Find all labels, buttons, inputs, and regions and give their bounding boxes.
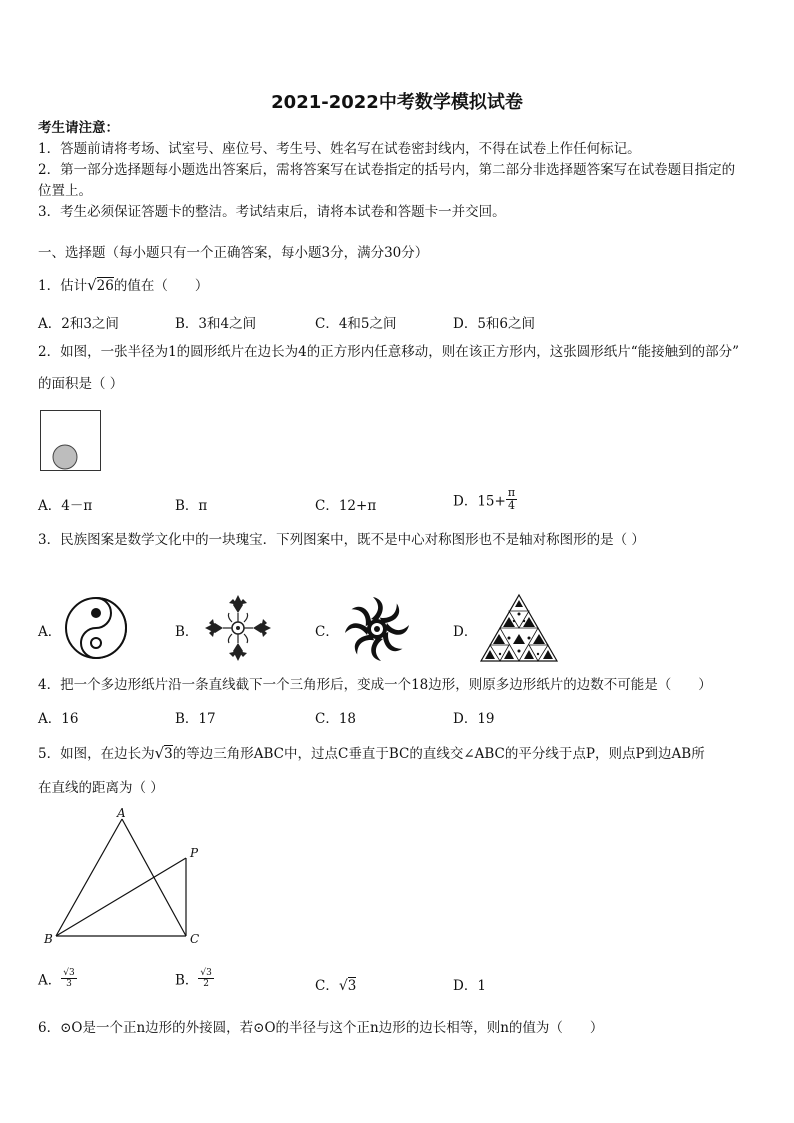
point-p-label: P: [190, 846, 199, 860]
q1-option-c: C．4和5之间: [315, 316, 397, 332]
notice-heading: 考生请注意：: [38, 120, 119, 136]
floral-cross-pattern: [203, 593, 273, 663]
point-c-label: C: [190, 932, 200, 946]
q4-option-b: B．17: [175, 711, 216, 727]
question-1: [38, 275, 208, 296]
question-3: 3．民族图案是数学文化中的一块瑰宝．下列图案中，既不是中心对称图形也不是轴对称图形的是（ ）: [38, 532, 645, 548]
q3-label-b: B．: [175, 624, 199, 640]
square-circle-figure: [40, 410, 102, 472]
q5-option-d: D．1: [453, 978, 486, 994]
q4-option-d: D．19: [453, 711, 495, 727]
q1-pre: 1．估计: [38, 278, 88, 294]
question-4: 4．把一个多边形纸片沿一条直线截下一个三角形后，变成一个18边形，则原多边形纸片的边数不可能是（ ）: [38, 677, 712, 693]
q3-label-c: C．: [315, 624, 339, 640]
question-6: 6．⊙O是一个正n边形的外接圆，若⊙O的半径与这个正n边形的边长相等，则n的值为（ ）: [38, 1020, 604, 1036]
notice-line: 位置上。: [38, 183, 92, 199]
sierpinski-triangle-pattern: [480, 594, 558, 662]
q1-option-b: B．3和4之间: [175, 316, 257, 332]
sqrt-26: √26: [87, 276, 114, 294]
q3-label-a: A．: [38, 624, 62, 640]
notice-line: 2．第一部分选择题每小题选出答案后，需将答案写在试卷指定的括号内，第二部分非选择题答案写在试卷题目指定的: [38, 162, 736, 178]
q2-option-d: D．15+ $\frac{\pi}{4}$: [453, 486, 516, 512]
q1-option-d: D．5和6之间: [453, 316, 536, 332]
page-title: 2021-2022中考数学模拟试卷: [271, 92, 523, 113]
q2-option-c: C．12+π: [315, 498, 377, 514]
yin-yang-pattern: [64, 596, 128, 660]
point-a-label: A: [117, 806, 126, 820]
q3-label-d: D．: [453, 624, 478, 640]
notice-line: 1．答题前请将考场、试室号、座位号、考生号、姓名写在试卷密封线内，不得在试卷上作任何标记。: [38, 141, 641, 157]
q5-option-b: B． $\frac{√3}{2}$: [175, 968, 212, 989]
q4-option-c: C．18: [315, 711, 357, 727]
q2-option-b: B．π: [175, 498, 208, 514]
point-b-label: B: [44, 932, 53, 946]
section-heading: 一、选择题（每小题只有一个正确答案，每小题3分，满分30分）: [38, 245, 429, 261]
question-5-line1: 5．如图，在边长为√3的等边三角形ABC中，过点C垂直于BC的直线交∠ABC的平分线于点P，则点P到边AB所: [38, 744, 705, 762]
q1-option-a: A．2和3之间: [38, 316, 119, 332]
pinwheel-flower-pattern: [342, 594, 412, 664]
q2-option-a: A．4－π: [38, 498, 93, 514]
notice-line: 3．考生必须保证答题卡的整洁。考试结束后，请将本试卷和答题卡一并交回。: [38, 204, 506, 220]
q4-option-a: A．16: [38, 711, 79, 727]
q5-option-c: C．√3: [315, 978, 357, 994]
q1-post: 的值在（ ）: [113, 278, 209, 294]
triangle-abc-figure: [40, 805, 210, 950]
question-5-line2: 在直线的距离为（ ）: [38, 780, 164, 796]
q5-option-a: A． $\frac{√3}{3}$: [38, 968, 75, 989]
question-2-line2: 的面积是（ ）: [38, 376, 124, 392]
question-2-line1: 2．如图，一张半径为1的圆形纸片在边长为4的正方形内任意移动，则在该正方形内，这张圆形纸片“能接触到的部分”: [38, 344, 740, 360]
